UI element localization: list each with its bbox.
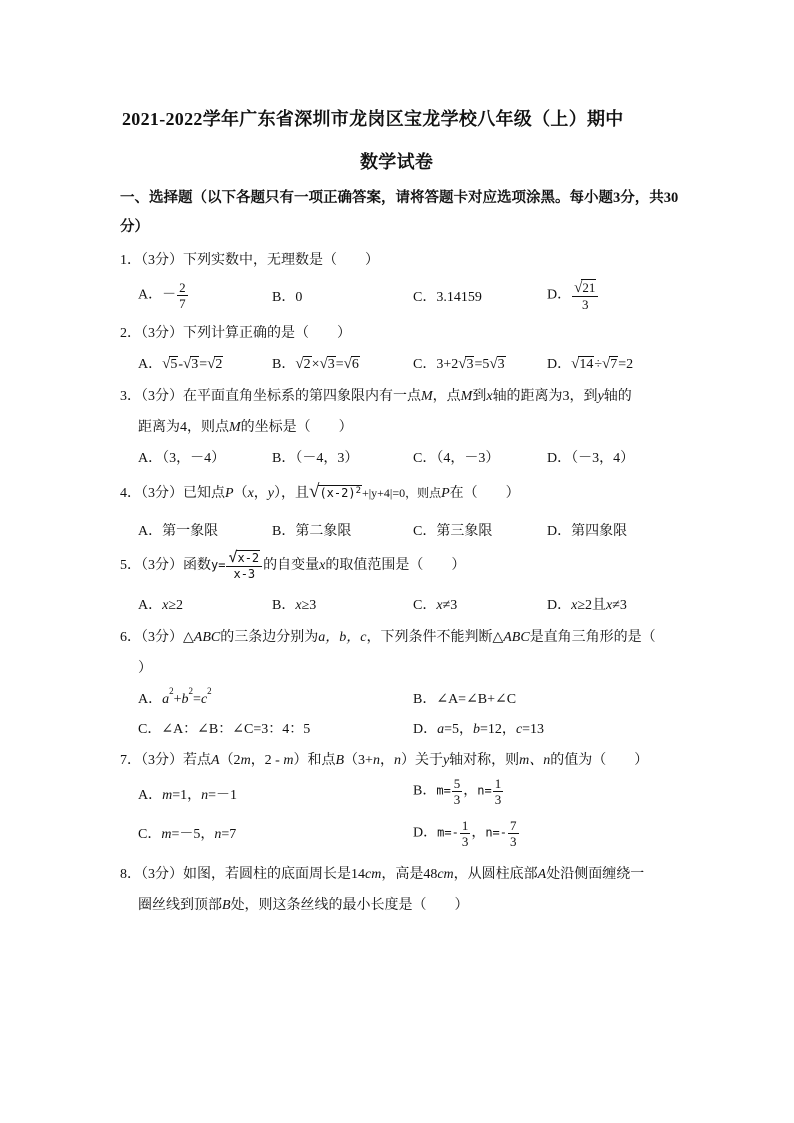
question-1-option-b: B．0 [272, 290, 303, 305]
question-8-stem: 8．（3分）如图，若圆柱的底面周长是14cm，高是48cm，从圆柱底部A处沿侧面缠绕一 [120, 867, 645, 882]
question-1-option-c: C．3.14159 [413, 290, 482, 305]
question-1-option-a: A．－ $\frac{2}{7}$ [138, 280, 186, 311]
question-5-stem: 5．（3分）函数y= $\frac{√x-2}{x-3}$ 的自变量x的取值范围是（ ） [120, 548, 466, 581]
question-6-option-a: A．$a^2+b^2=c^2$ [138, 686, 212, 707]
question-2-option-d: D．√14÷√7=2 [547, 356, 634, 372]
question-7-option-c: C．m=－5，n=7 [138, 827, 237, 842]
question-4-stem: 4．（3分）已知点P（x，y），且$√(x-2)^2+|y+4|=0$，则点P在（ ） [120, 481, 520, 502]
question-2-option-b: B．√2×√3=√6 [272, 356, 359, 372]
question-8-stem-cont: 圈丝线到顶部B处，则这条丝线的最小长度是（ ） [138, 898, 469, 913]
question-5-option-d: D．x≥2且x≠3 [547, 598, 627, 613]
page-title-line1: 2021-2022学年广东省深圳市龙岗区宝龙学校八年级（上）期中 [122, 109, 624, 129]
question-4-option-c: C．第三象限 [413, 524, 493, 539]
question-6-stem: 6．（3分）△ABC的三条边分别为a，b，c，下列条件不能判断△ABC是直角三角形的是（ [120, 630, 656, 645]
section-heading-cont: 分） [120, 219, 149, 235]
question-5-option-a: A．x≥2 [138, 598, 184, 613]
question-3-option-d: D．（－3，4） [547, 451, 635, 466]
question-4-option-d: D．第四象限 [547, 524, 628, 539]
question-6-option-c: C．∠A：∠B：∠C=3：4：5 [138, 722, 311, 737]
question-1-option-d: D． $\frac{√21}{3}$ [547, 279, 599, 312]
question-4-option-a: A．第一象限 [138, 524, 219, 539]
question-5-option-b: B．x≥3 [272, 598, 317, 613]
question-6-stem-cont: ） [138, 661, 152, 676]
page-title-line2: 数学试卷 [360, 152, 434, 172]
question-2-stem: 2．（3分）下列计算正确的是（ ） [120, 326, 351, 341]
question-1-stem: 1．（3分）下列实数中，无理数是（ ） [120, 253, 379, 268]
fraction: $\frac{5}{3}$ [453, 776, 461, 807]
question-2-option-c: C．3+2√3=5√3 [413, 356, 505, 372]
fraction: $\frac{1}{3}$ [461, 818, 469, 849]
fraction: $\frac{√21}{3}$ [572, 279, 598, 312]
fraction: $\frac{7}{3}$ [510, 818, 517, 849]
question-3-option-a: A．（3，－4） [138, 451, 226, 466]
fraction: $\frac{√x-2}{x-3}$ [226, 550, 262, 582]
question-3-option-c: C．（4，－3） [413, 451, 500, 466]
section-heading: 一、选择题（以下各题只有一项正确答案，请将答题卡对应选项涂黑。每小题3分，共30 [120, 190, 679, 206]
question-3-option-b: B．（－4，3） [272, 451, 359, 466]
question-7-option-d: D．m=- $\frac{1}{3}$ ，n=- $\frac{7}{3}$ [413, 818, 517, 849]
fraction: $\frac{2}{7}$ [179, 280, 186, 311]
question-7-option-b: B．m= $\frac{5}{3}$ ，n= $\frac{1}{3}$ [413, 776, 502, 807]
question-5-option-c: C．x≠3 [413, 598, 458, 613]
question-6-option-d: D．a=5，b=12，c=13 [413, 722, 545, 737]
fraction: $\frac{1}{3}$ [494, 776, 502, 807]
question-7-stem: 7．（3分）若点A（2m，2 - m）和点B（3+n，n）关于y轴对称，则m、n的值为（ ） [120, 753, 649, 768]
question-6-option-b: B．∠A=∠B+∠C [413, 692, 517, 707]
question-7-option-a: A．m=1，n=－1 [138, 788, 238, 803]
question-3-stem-cont: 距离为4，则点M的坐标是（ ） [138, 420, 353, 435]
question-2-option-a: A．√5-√3=√2 [138, 356, 223, 372]
question-4-option-b: B．第二象限 [272, 524, 352, 539]
question-3-stem: 3．（3分）在平面直角坐标系的第四象限内有一点M，点M到x轴的距离为3，到y轴的 [120, 389, 632, 404]
